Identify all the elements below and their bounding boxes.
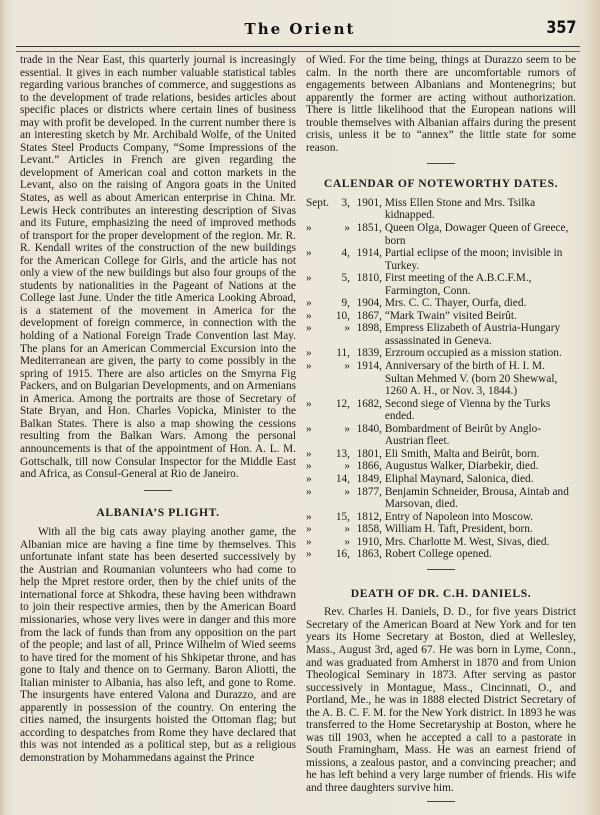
calendar-event: Miss Ellen Stone and Mrs. Tsilka kidnapped. xyxy=(384,196,536,222)
calendar-year: 1877, xyxy=(356,485,382,498)
daniels-paragraph: Rev. Charles H. Daniels, D. D., for five years District Secretary of the American Board at New York and for ten years its Home Secretary at Boston, died at Wellesley, Mass., August 3rd, aged 67. He was born in Lyme, Conn., and was graduated from Amherst in 1870 and from Union Theological Seminary in 1873. After serving as pastor successively in Montague, Mass., Cincinnati, O., and Portland, Me., he was in 1888 elected District Secretary of the A. B. C. F. M. for the New York district. In 1893 he was transferred to the Home Secretaryship at Boston, where he was till 1903, when he accepted a call to a pastorate in South Framingham, Mass. He was an earnest friend of missions, a zealous pastor, and a convincing preacher; and he has left behind a very large number of friends. His wife and three daughters survive him. xyxy=(306,606,576,794)
calendar-year: 1840, xyxy=(356,422,382,435)
calendar-event: First meeting of the A.B.C.F.M., Farmington, Conn. xyxy=(384,272,532,297)
calendar-month: » xyxy=(306,535,312,548)
calendar-day: » xyxy=(344,523,350,536)
calendar-month: » xyxy=(306,485,312,498)
calendar-event: Robert College opened. xyxy=(384,548,492,561)
albania-paragraph: With all the big cats away playing another game, the Albanian mice are having a fine time by themselves. This unfortunate infant state has been deserted successively by the Austrian and Roumanian volunteers who had come to help the Mpret restore order, then by the chief units of the international force at Shkodra, these having been withdrawn to join their respective armies, then by the American Board missionaries, whose very lives were in danger and this more from the lack of funds than from any opposition on the part of the people; and last of all, Prince Wilhelm of Wied seems to have tired for the moment of his Shkipetar throne, and has gone to Italy and thence on to Germany. Baron Aliotti, the Italian minister to Albania, has also left, and gone to Rome. The insurgents have entered Valona and Durazzo, and are apparently in possession of the country. On entering the cities named, the insurgents hoisted the Ottoman flag; but according to despatches from Rome they have declared that this was not intended as a political step, but as a religious demonstration by Mohammedans against the Prince xyxy=(20,526,296,764)
calendar-date xyxy=(306,197,385,222)
calendar-event: Queen Olga, Dowager Queen of Greece, born xyxy=(384,222,569,247)
calendar-year: 1849, xyxy=(356,472,382,485)
calendar-event: Entry of Napoleon into Moscow. xyxy=(384,510,534,523)
calendar-entry xyxy=(306,360,576,398)
calendar-entry xyxy=(306,310,576,323)
calendar-year: 1801, xyxy=(356,447,382,460)
calendar-year: 1914, xyxy=(356,360,382,373)
calendar-entry xyxy=(306,322,576,347)
calendar-month: » xyxy=(306,523,312,536)
calendar-day: 13, xyxy=(335,447,350,460)
calendar-date xyxy=(306,511,385,524)
calendar-date xyxy=(306,473,385,486)
calendar-date xyxy=(306,523,385,536)
calendar-day: » xyxy=(344,535,350,548)
calendar-event: Erzroum occupied as a mission station. xyxy=(384,347,562,360)
calendar-date xyxy=(306,297,385,310)
section-divider xyxy=(427,801,455,802)
calendar-day: 15, xyxy=(335,510,350,523)
left-column xyxy=(20,54,296,765)
calendar-date xyxy=(306,423,385,448)
calendar-entry xyxy=(306,486,576,511)
calendar-month: » xyxy=(306,297,312,310)
trade-journal-paragraph: trade in the Near East, this quarterly journal is increasingly essential. It gives in each number valuable statistical tables regarding various branches of commerce, and suggestions as to the development of trade relations, besides articles about specific places or districts where certain lines of business may with profit be developed. In the current number there is an interesting sketch by Mr. Archibald Wolfe, of the United States Steel Products Company, “Some Impressions of the Levant.” Articles in French are given regarding the development of American coal and cotton markets in the Levant, also on the raising of Angora goats in the United States, as well as about American enterprise in China. Mr. Lewis Heck contributes an interesting description of Sivas and its Future, emphasizing the need of improved methods of transport for the proper development of the region. Mr. R. R. Kendall writes of the construction of the new buildings for the American College for Girls, and the article has not only a view of the new buildings but also four groups of the students by nationalities in the Pageant of Nations at the College last June. Under the title America Looking Abroad, is a statement of the movement in America for the development of foreign commerce, in connection with the holding of a National Foreign Trade Convention last May. The plans for an American Commercial Excursion into the Mediterranean are given, the party to come possibly in the spring of 1915. There are also articles on the Smyrna Fig Packers, and on Bulgarian Developments, and on Armenians in America. Among the portraits are those of Secretary of State Bryan, and Hon. Charles Vopicka, Minister to the Balkan States. There is also a map showing the cessions resulting from the Balkan Wars. Among the personal announcements is that of the appointment of Hon. A. L. M. Gottschalk, till now Consular Inspector for the Middle East and Africa, as Consul-General at Rio de Janeiro. xyxy=(20,54,296,481)
calendar-day: » xyxy=(344,485,350,498)
calendar-day: » xyxy=(344,222,350,235)
calendar-event: Second siege of Vienna by the Turks ended. xyxy=(384,397,551,423)
calendar-year: 1914, xyxy=(356,247,382,260)
calendar-date xyxy=(306,360,385,398)
calendar-date xyxy=(306,448,385,461)
calendar-entry xyxy=(306,448,576,461)
calendar-event: Bombardment of Beirût by Anglo-Austrian fleet. xyxy=(384,422,542,448)
calendar-date xyxy=(306,460,385,473)
calendar-event: Eliphal Maynard, Salonica, died. xyxy=(384,472,534,485)
calendar-date xyxy=(306,247,385,272)
calendar-year: 1901, xyxy=(356,196,382,209)
calendar-month: » xyxy=(306,447,312,460)
calendar-entry xyxy=(306,511,576,524)
calendar-entry xyxy=(306,536,576,549)
calendar-month: » xyxy=(306,397,312,410)
calendar-event: Mrs. C. C. Thayer, Ourfa, died. xyxy=(384,297,527,310)
calendar-event: Augustus Walker, Diarbekir, died. xyxy=(384,460,539,473)
calendar-heading: CALENDAR OF NOTEWORTHY DATES. xyxy=(323,177,559,191)
calendar-month: » xyxy=(306,322,312,335)
calendar-entry xyxy=(306,347,576,360)
calendar-year: 1682, xyxy=(356,397,382,410)
calendar-date xyxy=(306,398,385,423)
calendar-year: 1812, xyxy=(356,510,382,523)
calendar-entry xyxy=(306,197,576,222)
calendar-date xyxy=(306,322,385,347)
calendar-list xyxy=(306,197,576,561)
calendar-year: 1867, xyxy=(356,309,382,322)
calendar-date xyxy=(306,548,385,561)
calendar-month: Sept. xyxy=(306,196,329,209)
calendar-entry xyxy=(306,222,576,247)
calendar-day: » xyxy=(344,460,350,473)
calendar-year: 1863, xyxy=(356,548,382,561)
albania-heading: ALBANIA’S PLIGHT. xyxy=(96,505,220,519)
calendar-day: 14, xyxy=(335,472,350,485)
calendar-date xyxy=(306,222,385,247)
calendar-year: 1839, xyxy=(356,347,382,360)
calendar-day: 9, xyxy=(341,297,350,310)
calendar-event: William H. Taft, President, born. xyxy=(384,523,533,536)
calendar-date xyxy=(306,347,385,360)
calendar-entry xyxy=(306,523,576,536)
calendar-year: 1858, xyxy=(356,523,382,536)
calendar-month: » xyxy=(306,472,312,485)
calendar-event: Empress Elizabeth of Austria-Hungary assassinated in Geneva. xyxy=(384,322,561,347)
calendar-month: » xyxy=(306,247,312,260)
daniels-heading: DEATH OF DR. C.H. DANIELS. xyxy=(350,586,532,600)
calendar-event: “Mark Twain” visited Beirût. xyxy=(384,309,517,322)
calendar-year: 1898, xyxy=(356,322,382,335)
calendar-year: 1866, xyxy=(356,460,382,473)
calendar-entry xyxy=(306,460,576,473)
calendar-month: » xyxy=(306,222,312,235)
calendar-month: » xyxy=(306,510,312,523)
calendar-month: » xyxy=(306,347,312,360)
calendar-year: 1851, xyxy=(356,222,382,235)
calendar-day: 12, xyxy=(335,397,350,410)
calendar-day: 11, xyxy=(336,347,350,360)
calendar-day: 3, xyxy=(341,196,350,209)
calendar-day: 16, xyxy=(335,548,350,561)
calendar-day: » xyxy=(344,360,350,373)
right-column xyxy=(306,54,576,802)
calendar-date xyxy=(306,272,385,297)
calendar-day: 5, xyxy=(341,272,350,285)
calendar-day: 10, xyxy=(335,309,350,322)
calendar-event: Anniversary of the birth of H. I. M. Sultan Mehmed V. (born 20 Shewwal, 1260 A. H., or Nov. 3, 1844.) xyxy=(384,360,558,398)
calendar-event: Mrs. Charlotte M. West, Sivas, died. xyxy=(384,535,550,548)
calendar-month: » xyxy=(306,272,312,285)
calendar-date xyxy=(306,536,385,549)
calendar-day: » xyxy=(344,422,350,435)
calendar-entry xyxy=(306,423,576,448)
calendar-event: Eli Smith, Malta and Beirût, born. xyxy=(384,447,540,460)
calendar-month: » xyxy=(306,460,312,473)
calendar-entry xyxy=(306,548,576,561)
calendar-entry xyxy=(306,473,576,486)
calendar-year: 1810, xyxy=(356,272,382,285)
calendar-date xyxy=(306,486,385,511)
calendar-day: 4, xyxy=(341,247,350,260)
calendar-event: Benjamin Schneider, Brousa, Aintab and Marsovan, died. xyxy=(384,485,569,511)
calendar-month: » xyxy=(306,422,312,435)
calendar-entry xyxy=(306,272,576,297)
page-number: 357 xyxy=(545,18,576,38)
calendar-event: Partial eclipse of the moon; invisible in Turkey. xyxy=(384,247,563,272)
albania-continued-paragraph: of Wied. For the time being, things at Durazzo seem to be calm. In the north there are uncomfortable rumors of engagements between Albanians and Montenegrins; but apparently the former are acting without authorization. There is little likelihood that the European nations will trouble themselves with Albanian affairs during the present crisis, unless it be to “annex” the little state for some reason. xyxy=(306,54,576,154)
calendar-date xyxy=(306,310,385,323)
calendar-entry xyxy=(306,297,576,310)
calendar-day: » xyxy=(344,322,350,335)
calendar-month: » xyxy=(306,309,312,322)
calendar-year: 1910, xyxy=(356,535,382,548)
calendar-month: » xyxy=(306,360,312,373)
header-rule xyxy=(16,46,580,52)
calendar-entry xyxy=(306,247,576,272)
calendar-entry xyxy=(306,398,576,423)
calendar-month: » xyxy=(306,548,312,561)
running-header-title: The Orient xyxy=(244,20,356,38)
calendar-year: 1904, xyxy=(356,297,382,310)
